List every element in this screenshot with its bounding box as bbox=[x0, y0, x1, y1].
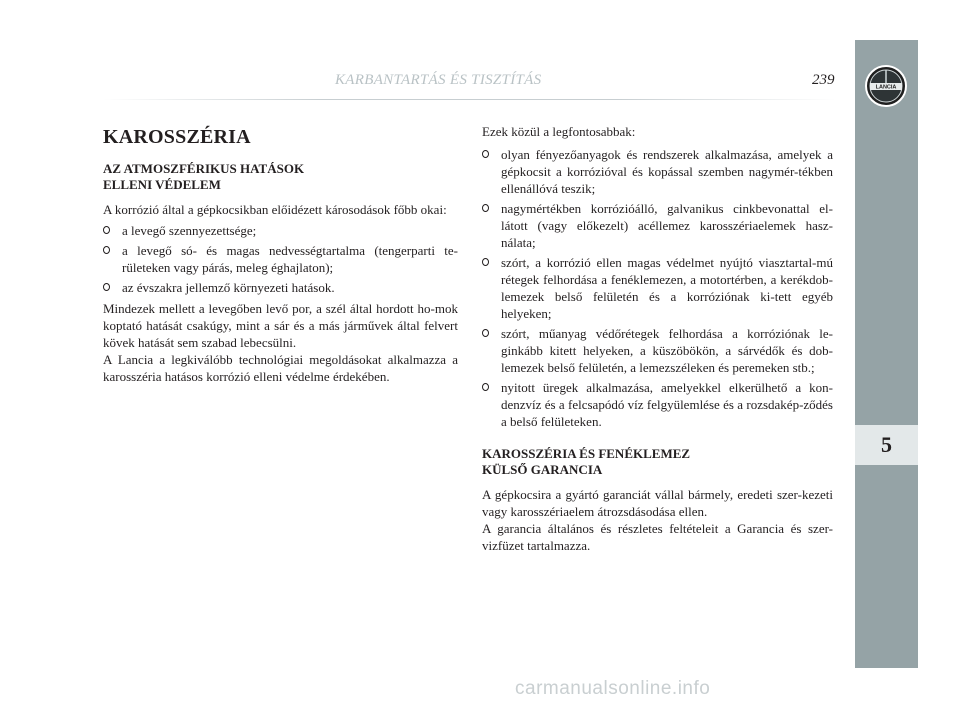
subheading-line: ELLENI VÉDELEM bbox=[103, 177, 221, 192]
bullet-icon bbox=[103, 246, 110, 254]
list-item bbox=[103, 279, 458, 296]
list-item-text: szórt, a korrózió ellen magas védelmet nyújtó viasztartal-mú rétegek felhordása a fenéklemezen, a motortérben, a kerékdob-lemezek belső felületén és a korróziónak ki-tett egyéb helyeken; bbox=[501, 255, 833, 321]
chapter-number-tab[interactable]: 5 bbox=[855, 425, 918, 465]
list-item bbox=[482, 200, 833, 251]
bullet-list bbox=[482, 146, 833, 430]
left-column bbox=[103, 123, 458, 389]
bullet-icon bbox=[103, 226, 110, 234]
header-divider bbox=[103, 99, 836, 100]
list-item bbox=[103, 242, 458, 276]
subheading bbox=[103, 161, 458, 193]
subheading-line: KÜLSŐ GARANCIA bbox=[482, 462, 603, 477]
subheading-line: AZ ATMOSZFÉRIKUS HATÁSOK bbox=[103, 161, 305, 176]
bullet-icon bbox=[482, 329, 489, 337]
right-column bbox=[482, 123, 833, 558]
list-item-text: a levegő szennyezettsége; bbox=[122, 223, 257, 238]
bullet-icon bbox=[482, 204, 489, 212]
intro-paragraph: A korrózió által a gépkocsikban előidézett károsodások főbb okai: bbox=[103, 202, 447, 217]
list-item-text: nagymértékben korrózióálló, galvanikus cinkbevonattal el-látott (vagy előkezelt) acéllemez karosszériaelemek hasz-nálata; bbox=[501, 201, 833, 250]
list-item bbox=[482, 146, 833, 197]
logo-wordmark: LANCIA bbox=[875, 84, 897, 91]
bullet-icon bbox=[103, 283, 110, 291]
body-paragraph: A garancia általános és részletes feltételeit a Garancia és szer-vizfüzet tartalmazza. bbox=[482, 521, 833, 553]
list-item bbox=[482, 254, 833, 322]
spacer bbox=[482, 434, 833, 446]
list-item bbox=[482, 379, 833, 430]
list-item-text: nyitott üregek alkalmazása, amelyekkel elkerülhető a kon-denzvíz és a felcsapódó víz felgyülemlése és a rozsdakép-ződés a belső felületeken. bbox=[501, 380, 833, 429]
bullet-list bbox=[103, 222, 458, 296]
bullet-icon bbox=[482, 150, 489, 158]
list-item-text: az évszakra jellemző környezeti hatások. bbox=[122, 280, 335, 295]
list-item bbox=[482, 325, 833, 376]
running-header-title: KARBANTARTÁS ÉS TISZTÍTÁS bbox=[335, 72, 542, 88]
list-item bbox=[103, 222, 458, 239]
bullet-icon bbox=[482, 383, 489, 391]
subheading-line: KAROSSZÉRIA ÉS FENÉKLEMEZ bbox=[482, 446, 691, 461]
lancia-logo-icon bbox=[864, 64, 908, 108]
body-paragraph: Mindezek mellett a levegőben levő por, a szél által hordott ho-mok koptató hatását csakúgy, mint a sár és a más járművek által felvert kövek hatását sem szabad lebecsülni. bbox=[103, 301, 458, 350]
list-item-text: a levegő só- és magas nedvességtartalma (tengerparti te-rületeken vagy párás, meleg éghajlaton); bbox=[122, 243, 458, 275]
list-item-text: olyan fényezőanyagok és rendszerek alkalmazása, amelyek a gépkocsit a korrózióval és kopással szemben nagymér-tékben ellenállóvá teszik; bbox=[501, 147, 833, 196]
intro-paragraph: Ezek közül a legfontosabbak: bbox=[482, 124, 636, 139]
section-heading: KAROSSZÉRIA bbox=[103, 126, 251, 148]
watermark-text: carmanualsonline.info bbox=[515, 678, 711, 699]
list-item-text: szórt, műanyag védőrétegek felhordása a korróziónak le-ginkább kitett helyeken, a küszöbökön, a sárvédők és dob-lemezek belső felületén, a lemezszéleken és peremeken stb.; bbox=[501, 326, 833, 375]
page-number: 239 bbox=[812, 72, 835, 88]
body-paragraph: A Lancia a legkiválóbb technológiai megoldásokat alkalmazza a karosszéria hatásos korrózió elleni védelme érdekében. bbox=[103, 352, 458, 384]
subheading bbox=[482, 446, 833, 478]
chapter-tab-strip bbox=[855, 40, 918, 668]
body-paragraph: A gépkocsira a gyártó garanciát vállal bármely, eredeti szer-kezeti vagy karosszériaelem átrozsdásodása ellen. bbox=[482, 487, 833, 519]
bullet-icon bbox=[482, 258, 489, 266]
